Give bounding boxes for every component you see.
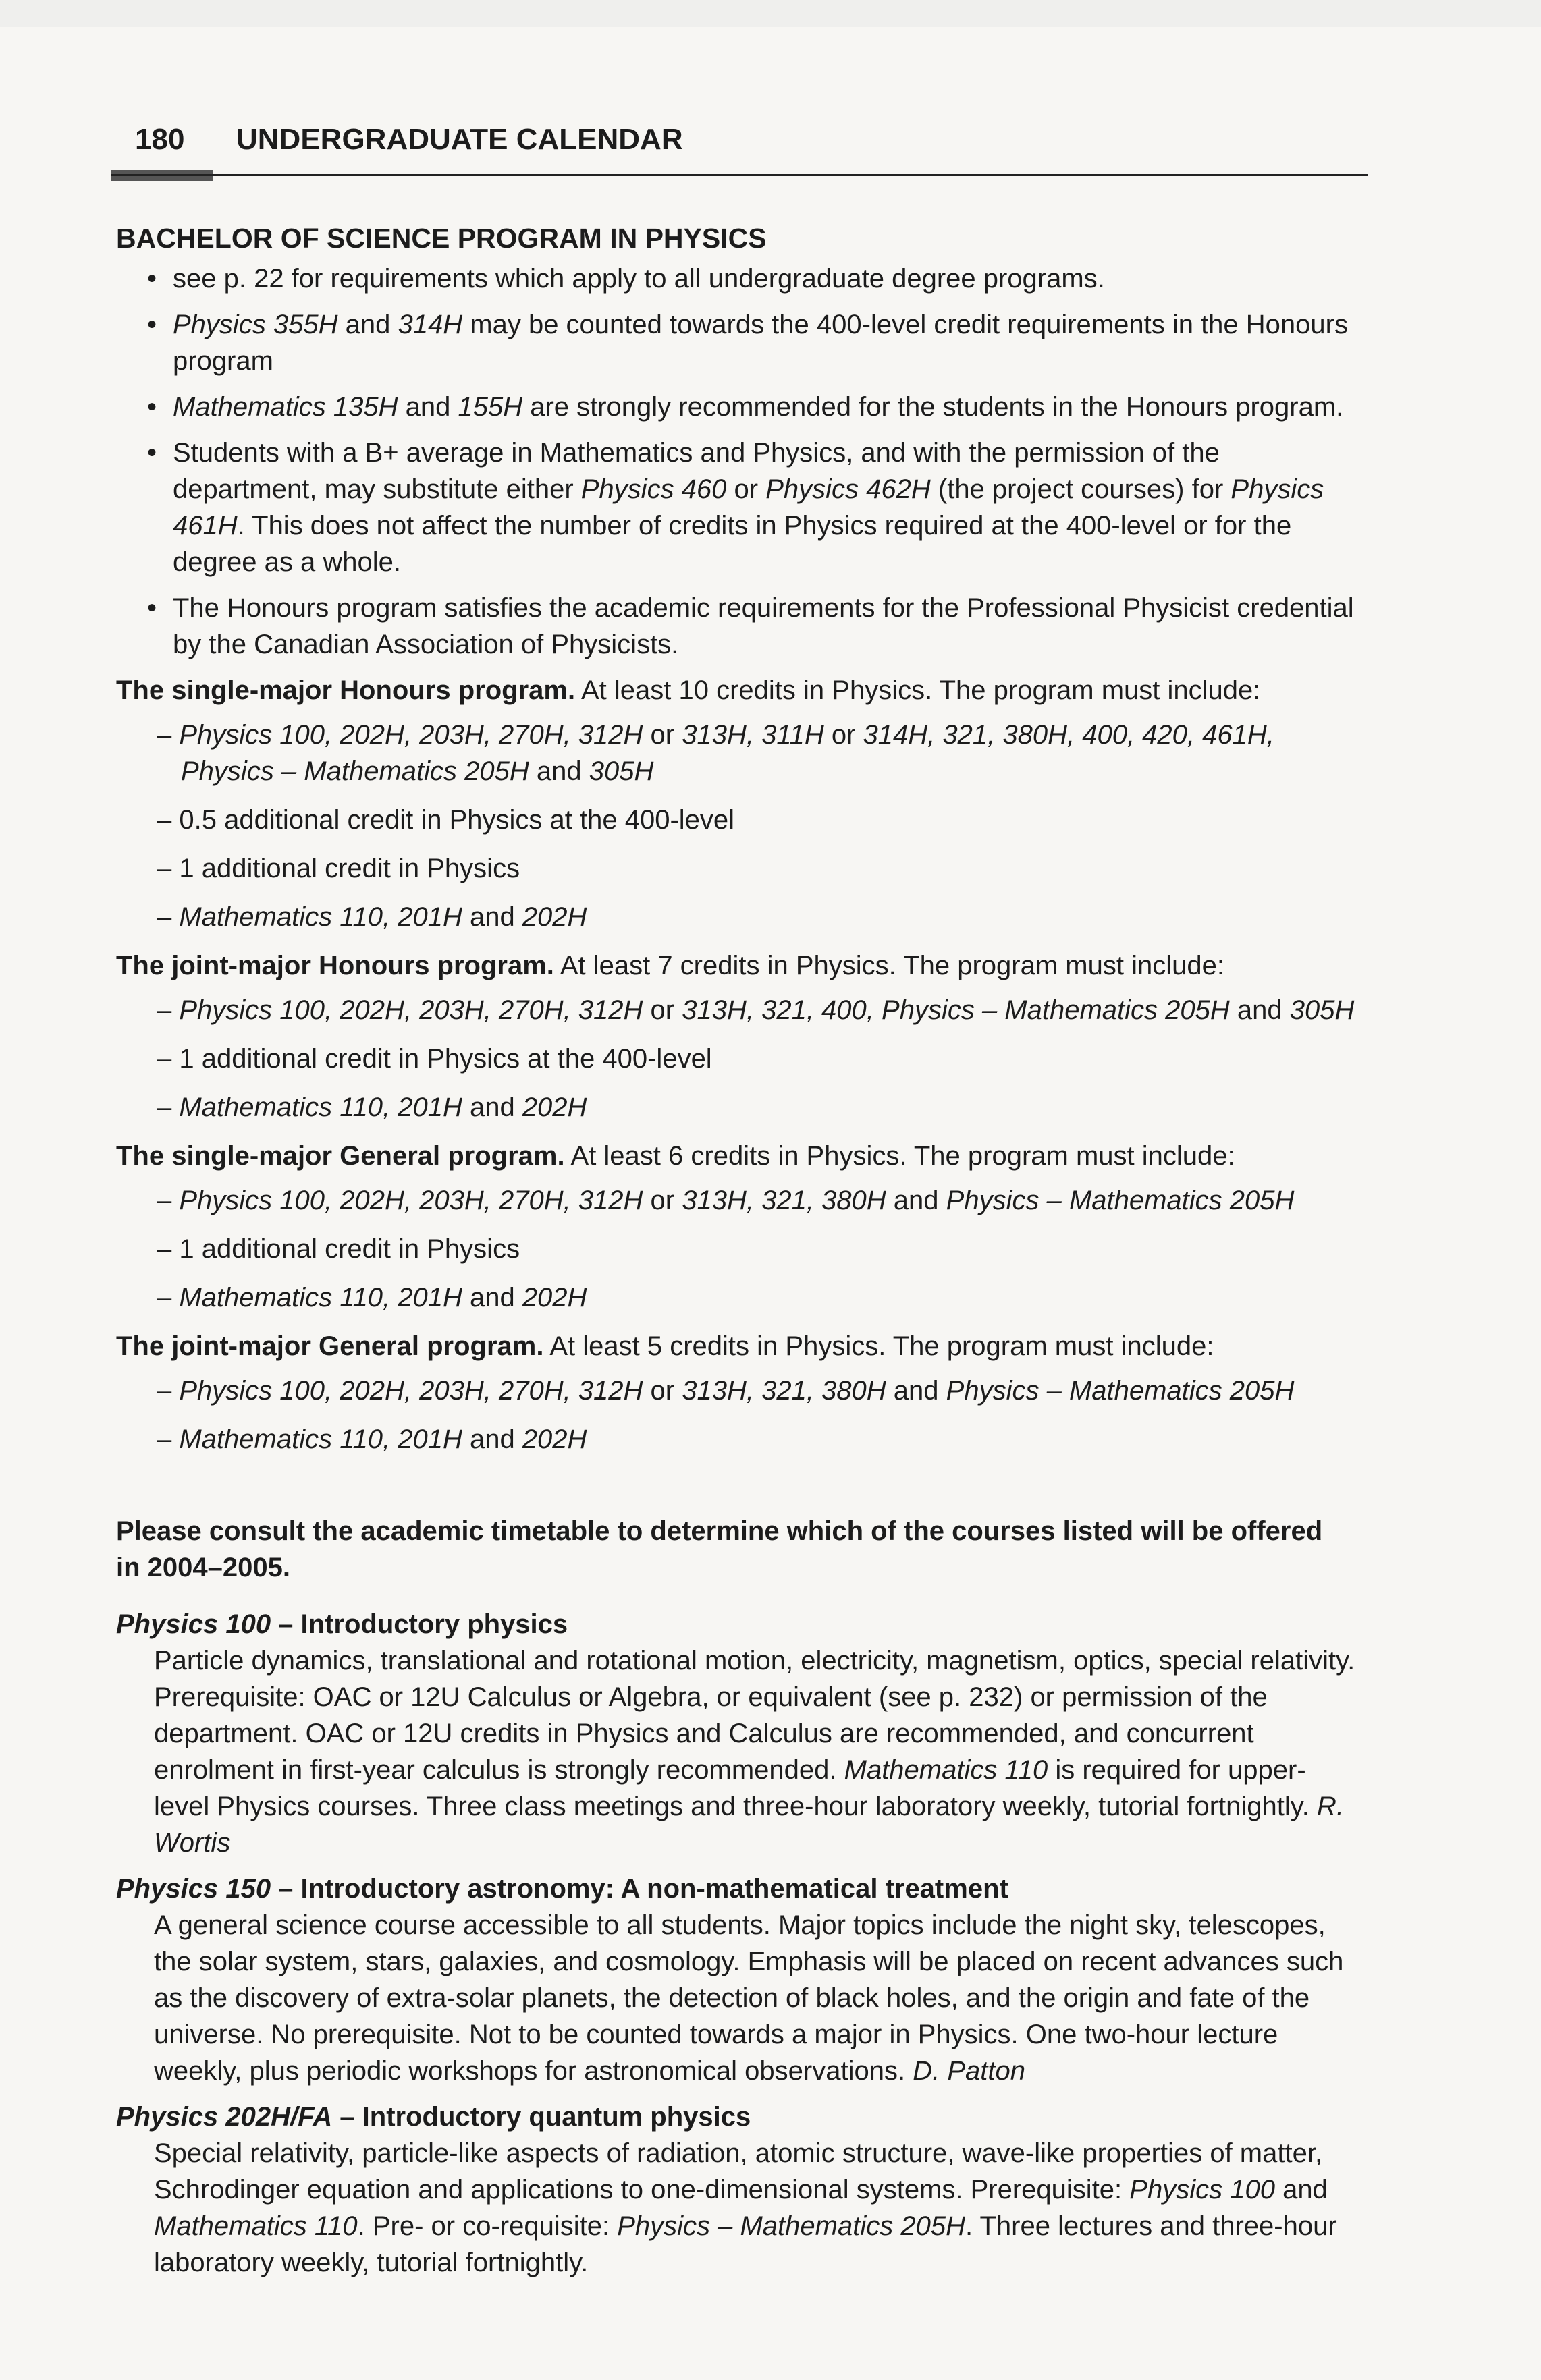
requirement: – Physics 100, 202H, 203H, 270H, 312H or 313H, 321, 380H and Physics – Mathematics 205H [157,1186,1295,1215]
requirement: – Mathematics 110, 201H and 202H [157,1283,587,1312]
course-description: Particle dynamics, translational and rotational motion, electricity, magnetism, optics, special relativity. Prerequisite: OAC or 12U Calculus or Algebra, or equivalent (see p. 232) or permission of the department. OAC or 12U credits in Physics and Calculus are recommended, and concurrent enrolment in first-year calculus is strongly recommended. Mathematics 110 is required for upper-level Physics courses. Three class meetings and three-hour laboratory weekly, tutorial fortnightly. R. Wortis [154,1646,1355,1858]
course-physics-100 [116,1606,1358,1861]
course-physics-150 [116,1871,1358,2089]
note-item: • The Honours program satisfies the academic requirements for the Professional Physicist credential by the Canadian Association of Physicists. [116,590,1358,663]
program-notes [116,260,1358,663]
course-title: Physics 100 – Introductory physics [116,1609,568,1639]
scan-top-edge [0,0,1541,27]
note-item: • see p. 22 for requirements which apply to all undergraduate degree programs. [116,260,1358,297]
course-description: Special relativity, particle-like aspects of radiation, atomic structure, wave-like properties of matter, Schrodinger equation and applications to one-dimensional systems. Prerequisite: Physics 100 and Mathematics 110. Pre- or co-requisite: Physics – Mathematics 205H. Three lectures and three-hour laboratory weekly, tutorial fortnightly. [154,2138,1337,2277]
requirement: – 1 additional credit in Physics [157,1234,520,1264]
requirement: – Mathematics 110, 201H and 202H [157,1092,587,1122]
course-physics-202h [116,2099,1358,2281]
program-single-honours: The single-major Honours program. At least 10 credits in Physics. The program must include: [116,675,1261,705]
program-joint-honours: The joint-major Honours program. At least 7 credits in Physics. The program must include: [116,951,1224,980]
header-rule [111,174,1368,176]
requirement: – 0.5 additional credit in Physics at the 400-level [157,805,735,835]
page-body [116,220,1358,2290]
requirement: – Physics 100, 202H, 203H, 270H, 312H or 313H, 321, 400, Physics – Mathematics 205H and 305H [157,995,1355,1025]
page-header [135,123,683,157]
requirement: – 1 additional credit in Physics at the 400-level [157,1044,712,1074]
requirement: – Physics 100, 202H, 203H, 270H, 312H or 313H, 311H or 314H, 321, 380H, 400, 420, 461H, Physics – Mathematics 205H and 305H [157,720,1274,786]
course-title: Physics 202H/FA – Introductory quantum physics [116,2102,751,2132]
requirement: – Mathematics 110, 201H and 202H [157,1424,587,1454]
note-item: • Physics 355H and 314H may be counted towards the 400-level credit requirements in the Honours program [116,306,1358,379]
note-item: • Students with a B+ average in Mathematics and Physics, and with the permission of the department, may substitute either Physics 460 or Physics 462H (the project courses) for Physics 461H. This does not affect the number of credits in Physics required at the 400-level or for the degree as a whole. [116,435,1358,580]
page-number: 180 [135,123,185,156]
section-title: BACHELOR OF SCIENCE PROGRAM IN PHYSICS [116,223,767,254]
running-title: UNDERGRADUATE CALENDAR [236,123,683,156]
requirement: – Mathematics 110, 201H and 202H [157,902,587,932]
program-single-general: The single-major General program. At least 6 credits in Physics. The program must include: [116,1141,1235,1171]
note-item: • Mathematics 135H and 155H are strongly recommended for the students in the Honours program. [116,389,1358,425]
course-title: Physics 150 – Introductory astronomy: A non-mathematical treatment [116,1874,1008,1904]
timetable-notice: Please consult the academic timetable to determine which of the courses listed will be offered in 2004–2005. [116,1516,1323,1582]
requirement: – 1 additional credit in Physics [157,854,520,883]
course-description: A general science course accessible to all students. Major topics include the night sky, telescopes, the solar system, stars, galaxies, and cosmology. Emphasis will be placed on recent advances such as the discovery of extra-solar planets, the detection of black holes, and the origin and fate of the universe. No prerequisite. Not to be counted towards a major in Physics. One two-hour lecture weekly, plus periodic workshops for astronomical observations. D. Patton [154,1910,1344,2086]
requirement: – Physics 100, 202H, 203H, 270H, 312H or 313H, 321, 380H and Physics – Mathematics 205H [157,1376,1295,1406]
program-joint-general: The joint-major General program. At least 5 credits in Physics. The program must include: [116,1331,1214,1361]
